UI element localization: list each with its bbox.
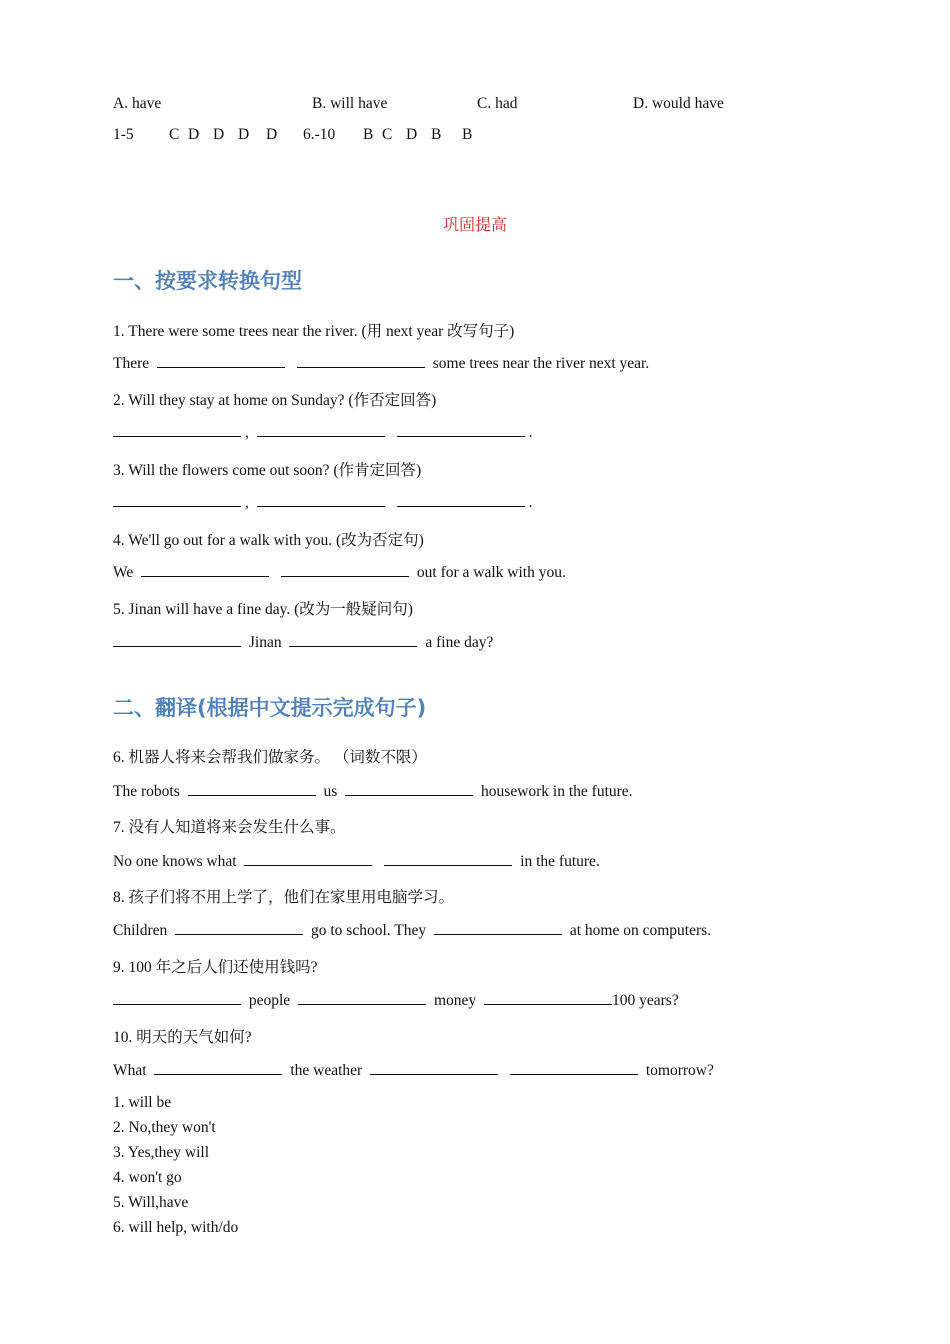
list-item: 2. No,they won't [113, 1119, 216, 1136]
answer-blank[interactable] [113, 632, 241, 647]
answer-blank[interactable] [289, 632, 417, 647]
question-5-prompt: 5. Jinan will have a fine day. (改为一般疑问句) [113, 601, 413, 618]
question-8-prompt: 8. 孩子们将不用上学了，他们在家里用电脑学习。 [113, 889, 455, 906]
answer-key-range-2: 6.-10 [303, 126, 336, 143]
question-9-line [113, 990, 679, 1010]
answer-blank[interactable] [484, 990, 612, 1005]
question-10-prompt: 10. 明天的天气如何? [113, 1029, 252, 1046]
question-8-start: Children [113, 922, 168, 939]
answer-key-item: D [266, 126, 278, 143]
part-2-heading: 二、翻译(根据中文提示完成句子) [113, 696, 427, 720]
question-10-line [113, 1060, 714, 1080]
list-item: 4. won't go [113, 1169, 182, 1186]
question-7-end: in the future. [520, 853, 600, 870]
option-a: A. have [113, 95, 162, 112]
answer-blank[interactable] [157, 353, 285, 368]
question-5-end: a fine day? [425, 634, 494, 651]
question-5-line [113, 632, 493, 652]
question-5-mid: Jinan [248, 634, 282, 651]
answer-key-item: B [462, 126, 473, 143]
answer-blank[interactable] [244, 851, 372, 866]
list-item: 6. will help, with/do [113, 1219, 239, 1236]
list-item: 1. will be [113, 1094, 172, 1111]
question-9-word-1: people [248, 992, 291, 1009]
section-title: 巩固提高 [442, 217, 507, 234]
question-2-line [113, 422, 533, 442]
answer-blank[interactable] [298, 990, 426, 1005]
question-9-end: 100 years? [612, 992, 679, 1009]
answer-blank[interactable] [154, 1060, 282, 1075]
answer-blank[interactable] [281, 562, 409, 577]
question-6-start: The robots [113, 783, 180, 800]
answer-blank[interactable] [384, 851, 512, 866]
question-1-prompt: 1. There were some trees near the river. (用 next year 改写句子) [113, 323, 515, 340]
answer-blank[interactable] [297, 353, 425, 368]
question-9-word-2: money [433, 992, 477, 1009]
answer-blank[interactable] [113, 492, 241, 507]
answer-blank[interactable] [510, 1060, 638, 1075]
list-item: 5. Will,have [113, 1194, 189, 1211]
answer-blank[interactable] [141, 562, 269, 577]
question-3-prompt: 3. Will the flowers come out soon? (作肯定回答) [113, 462, 422, 479]
question-6-prompt: 6. 机器人将来会帮我们做家务。 （词数不限） [113, 749, 427, 766]
question-1-start: There [113, 355, 150, 372]
question-2-prompt: 2. Will they stay at home on Sunday? (作否定回答) [113, 392, 437, 409]
question-1-end: some trees near the river next year. [432, 355, 650, 372]
answer-key-item: C [382, 126, 393, 143]
question-6-end: housework in the future. [481, 783, 633, 800]
question-8-end: at home on computers. [569, 922, 712, 939]
answer-key-item: B [431, 126, 442, 143]
question-7-prompt: 7. 没有人知道将来会发生什么事。 [113, 819, 346, 836]
list-item: 3. Yes,they will [113, 1144, 210, 1161]
question-10-mid: the weather [290, 1062, 363, 1079]
answer-list [113, 1093, 238, 1243]
question-6-line [113, 781, 633, 801]
question-8-line [113, 920, 711, 940]
answer-blank[interactable] [397, 422, 525, 437]
answer-key-item: B [363, 126, 374, 143]
answer-blank[interactable] [345, 781, 473, 796]
period: . [528, 494, 533, 511]
answer-blank[interactable] [175, 920, 303, 935]
answer-blank[interactable] [370, 1060, 498, 1075]
answer-key-item: D [238, 126, 250, 143]
answer-key-range-1: 1-5 [113, 126, 134, 143]
option-b: B. will have [312, 95, 388, 112]
question-4-start: We [113, 564, 134, 581]
period: . [528, 424, 533, 441]
option-c: C. had [477, 95, 518, 112]
answer-blank[interactable] [113, 422, 241, 437]
answer-key-item: D [406, 126, 418, 143]
question-8-mid: go to school. They [311, 922, 427, 939]
answer-blank[interactable] [397, 492, 525, 507]
answer-blank[interactable] [257, 422, 385, 437]
answer-blank[interactable] [257, 492, 385, 507]
answer-blank[interactable] [113, 990, 241, 1005]
question-9-prompt: 9. 100 年之后人们还使用钱吗? [113, 959, 318, 976]
question-10-start: What [113, 1062, 147, 1079]
question-7-start: No one knows what [113, 853, 237, 870]
comma: , [245, 494, 249, 511]
question-10-end: tomorrow? [645, 1062, 714, 1079]
question-1-line [113, 353, 649, 373]
question-3-line [113, 492, 533, 512]
option-d: D. would have [633, 95, 724, 112]
answer-key-item: D [188, 126, 200, 143]
part-1-heading: 一、按要求转换句型 [113, 269, 302, 293]
question-6-mid: us [323, 783, 338, 800]
answer-blank[interactable] [434, 920, 562, 935]
answer-blank[interactable] [188, 781, 316, 796]
question-4-line [113, 562, 566, 582]
question-7-line [113, 851, 600, 871]
answer-key-item: D [213, 126, 225, 143]
question-4-end: out for a walk with you. [416, 564, 566, 581]
question-4-prompt: 4. We'll go out for a walk with you. (改为否定句) [113, 532, 424, 549]
comma: , [245, 424, 249, 441]
answer-key-item: C [169, 126, 180, 143]
